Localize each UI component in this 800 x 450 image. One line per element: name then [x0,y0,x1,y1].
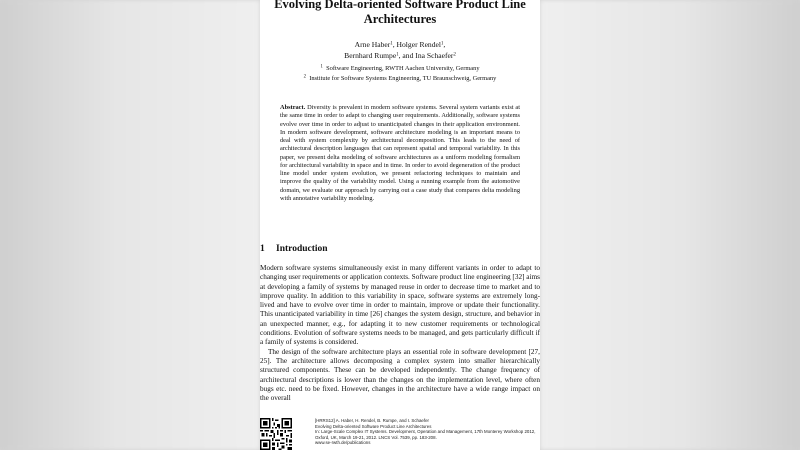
author-affil-marker: 2 [453,52,456,58]
author-affil-marker: 1 [390,41,393,47]
authors-line-2: Bernhard Rumpe$^1$, and Ina Schaefer$^2$ [344,51,456,60]
citation-line: Oxford, UK, March 19-21, 2012. LNCS Vol. 7539, pp. 183-208. [315,434,437,440]
right-background [540,0,800,450]
affiliation-list [260,64,540,83]
abstract-text: Diversity is prevalent in modern software systems. Several system variants exist at the same time in order to adapt to changing user requirements. Additionally, software systems evolve over time in order to adjust to unanticipated changes in their application environment. In modern software development, software architecture modeling is an important means to deal with system complexity by architectural decomposition. This leads to the need of architectural description languages that can represent spatial and temporal variability. In this paper, we present delta modeling of software architectures as a uniform modeling formalism for architectural variability in space and in time. In order to avoid degeneration of the product line model under system evolution, we present refactoring techniques to maintain and improve the quality of the variability model. Using a running example from the automotive domain, we evaluate our approach by carrying out a case study that compares delta modeling with annotative variability modeling. [280,104,520,202]
author-name: Holger Rendel [396,40,442,49]
author-name: Bernhard Rumpe [344,51,397,60]
paper-page [260,0,540,450]
author-affil-marker: 1 [396,52,399,58]
abstract-label: Abstract. [280,104,306,111]
abstract [280,104,520,203]
left-background [0,0,260,450]
citation-line: Evolving Delta-oriented Software Product Line Architectures [315,423,432,429]
citation-line: [HRRS12] A. Haber, H. Rendel, B. Rumpe, and I. Schaefer [315,418,429,423]
citation-line: In: Large-Scale Complex IT Systems. Development, Operation and Management, 17th Monterey Workshop 2012, [315,429,536,434]
author-list [260,39,540,61]
qr-code-icon [260,418,292,450]
section-title: Introduction [276,244,328,254]
section-heading [260,243,328,255]
affiliation: $^1$ Software Engineering, RWTH Aachen University, Germany [320,64,480,72]
author-name: Arne Haber [354,40,391,49]
section-number: 1 [260,244,265,254]
citation-footer [260,416,540,450]
citation-link[interactable]: www.se-rwth.de/publications [315,440,371,445]
author-affil-marker: 1 [441,41,444,47]
author-name: and Ina Schaefer [402,51,454,60]
title-line-1: Evolving Delta-oriented Software Product Line [274,0,526,11]
paragraph: Modern software systems simultaneously exist in many different variants in order to adapt to changing user requirements or application contexts. Software product line engineering [32] aims at developing a family of systems by managed reuse in order to decrease time to market and to improve quality. In addition to this variability in space, software systems are extremely long-lived and have to evolve over time in order to maintain, improve or update their functionality. This unanticipated variability in time [26] changes the system design, structure, and behavior in an unexpected manner, e.g., for adapting it to new customer requirements or technological conditions. Evolution of software systems needs to be managed, and gets particularly difficult if a family of systems is considered. [260,264,540,347]
title-line-2: Architectures [363,12,437,26]
paragraph: The design of the software architecture plays an essential role in software development [27, 25]. The architecture allows decomposing a complex system into smaller hierarchically structured components. These can be developed independently. The change frequency of architectural descriptions is lower than the changes on the implementation level, where often bugs etc. need to be fixed. However, changes in the architecture have a wide range impact on the overall [260,347,540,403]
affiliation: $^2$ Institute for Software Systems Engineering, TU Braunschweig, Germany [303,73,497,82]
citation-text [315,418,540,446]
paper-title [260,0,540,27]
body-text [260,264,540,403]
authors-line-1: Arne Haber$^1$, Holger Rendel$^1$, [354,40,446,49]
